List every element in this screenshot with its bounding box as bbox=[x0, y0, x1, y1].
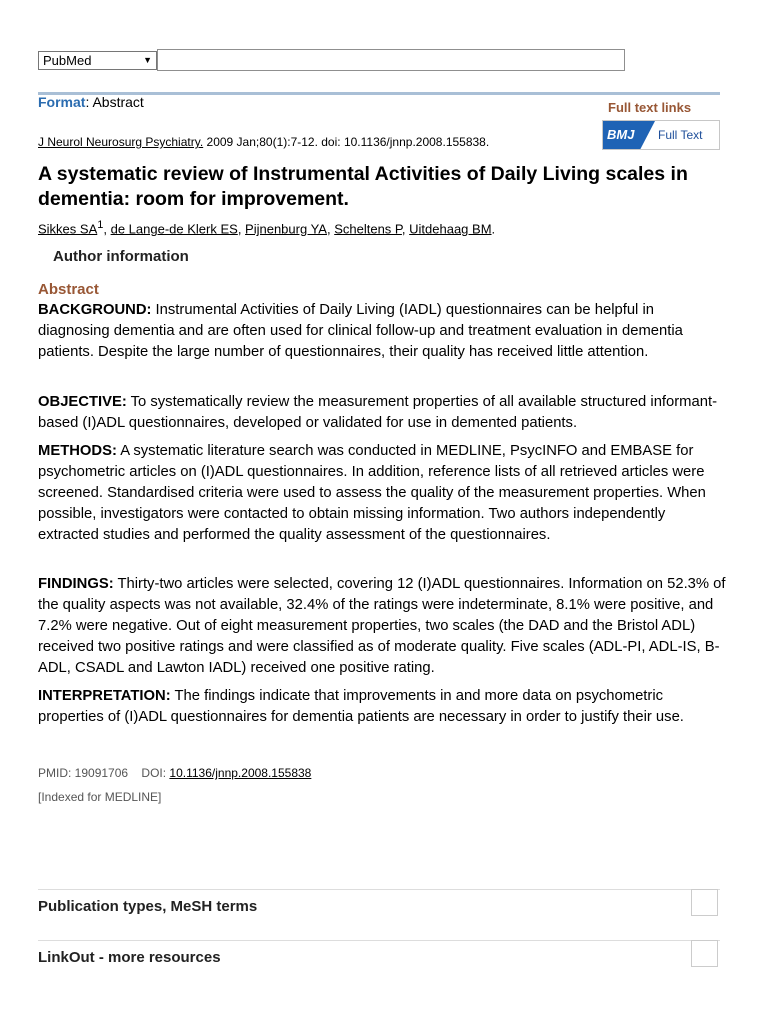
publication-types-toggle[interactable]: Publication types, MeSH terms bbox=[38, 898, 258, 915]
database-select[interactable] bbox=[38, 51, 157, 70]
author-link[interactable]: de Lange-de Klerk ES bbox=[110, 221, 238, 237]
doi-label: DOI: bbox=[141, 766, 167, 780]
citation-details: 2009 Jan;80(1):7-12. doi: 10.1136/jnnp.2008.155838. bbox=[206, 135, 490, 149]
format-value: Abstract bbox=[92, 94, 144, 110]
section-divider bbox=[38, 940, 720, 941]
section-label: INTERPRETATION: bbox=[38, 688, 171, 704]
author-information-toggle[interactable]: Author information bbox=[53, 248, 189, 265]
section-divider bbox=[38, 889, 720, 890]
abstract-interpretation: INTERPRETATION: The findings indicate that improvements in and more data on psychometric properties of (I)ADL questionnaires for dementia patients are necessary in order to justify their use. bbox=[38, 688, 684, 725]
author-list: Sikkes $SA^1$, de Lange-de Klerk ES, Pijnenburg YA, Scheltens P, Uitdehaag BM. bbox=[38, 219, 496, 237]
section-label: BACKGROUND: bbox=[38, 302, 152, 318]
format-line: Format: Abstract bbox=[38, 94, 144, 110]
author-link[interactable]: Scheltens P bbox=[334, 221, 402, 237]
abstract-background: BACKGROUND: Instrumental Activities of Daily Living (IADL) questionnaires can be helpful in diagnosing dementia and are often used for clinical follow-up and treatment evaluation in dementia patients. Despite the large number of questionnaires, their quality has received little attention. bbox=[38, 302, 683, 360]
abstract-heading: Abstract bbox=[38, 281, 99, 298]
section-label: METHODS: bbox=[38, 443, 117, 459]
bmj-full-text-button[interactable] bbox=[602, 120, 720, 150]
expand-toggle-icon[interactable] bbox=[691, 940, 718, 967]
format-label[interactable]: Format bbox=[38, 94, 86, 110]
citation bbox=[38, 135, 489, 149]
indexed-status: [Indexed for MEDLINE] bbox=[38, 790, 162, 804]
search-input[interactable] bbox=[157, 49, 625, 71]
abstract-findings: FINDINGS: Thirty-two articles were selected, covering 12 (I)ADL questionnaires. Information on 52.3% of the quality aspects was not available, 32.4% of the ratings were indeterminate, 8.1% were positive, and 7.2% were negative. Out of eight measurement properties, two scales (the DAD and the Bristol ADL) received two positive ratings and were classified as of moderate quality. Five scales (ADL-PI, ADL-IS, B-ADL, CSADL and Lawton IADL) received one positive rating. bbox=[38, 576, 726, 676]
abstract-methods: METHODS: A systematic literature search was conducted in MEDLINE, PsycINFO and EMBASE for psychometric articles on (I)ADL questionnaires. In addition, reference lists of all retrieved articles were screened. Standardised criteria were used to assess the quality of the measurement properties. When possible, investigators were contacted to obtain missing information. Two authors independently extracted studies and performed the quality assessment of the questionnaires. bbox=[38, 443, 706, 543]
article-identifiers bbox=[38, 766, 311, 780]
dropdown-arrow-icon: ▼ bbox=[143, 55, 152, 65]
journal-link[interactable]: J Neurol Neurosurg Psychiatry. bbox=[38, 135, 204, 149]
author-affiliation-marker[interactable]: 1 bbox=[97, 219, 104, 231]
doi-link[interactable]: 10.1136/jnnp.2008.155838 bbox=[169, 766, 312, 780]
article-title: A systematic review of Instrumental Activities of Daily Living scales in dementia: room for improvement. bbox=[38, 163, 688, 210]
author-link[interactable]: Sikkes SA bbox=[38, 221, 98, 237]
author-link[interactable]: Pijnenburg YA bbox=[245, 221, 327, 237]
bmj-logo-text: BMJ bbox=[607, 127, 635, 142]
full-text-link-label: Full Text bbox=[658, 128, 703, 142]
section-label: FINDINGS: bbox=[38, 576, 114, 592]
database-select-value: PubMed bbox=[43, 53, 92, 68]
section-label: OBJECTIVE: bbox=[38, 394, 127, 410]
abstract-objective: OBJECTIVE: To systematically review the measurement properties of all available structured informant-based (I)ADL questionnaires, developed or validated for use in demented patients. bbox=[38, 394, 718, 431]
expand-toggle-icon[interactable] bbox=[691, 889, 718, 916]
linkout-toggle[interactable]: LinkOut - more resources bbox=[38, 949, 221, 966]
pmid: PMID: 19091706 bbox=[38, 766, 129, 780]
author-link[interactable]: Uitdehaag BM bbox=[409, 221, 492, 237]
full-text-links-heading: Full text links bbox=[608, 100, 692, 115]
